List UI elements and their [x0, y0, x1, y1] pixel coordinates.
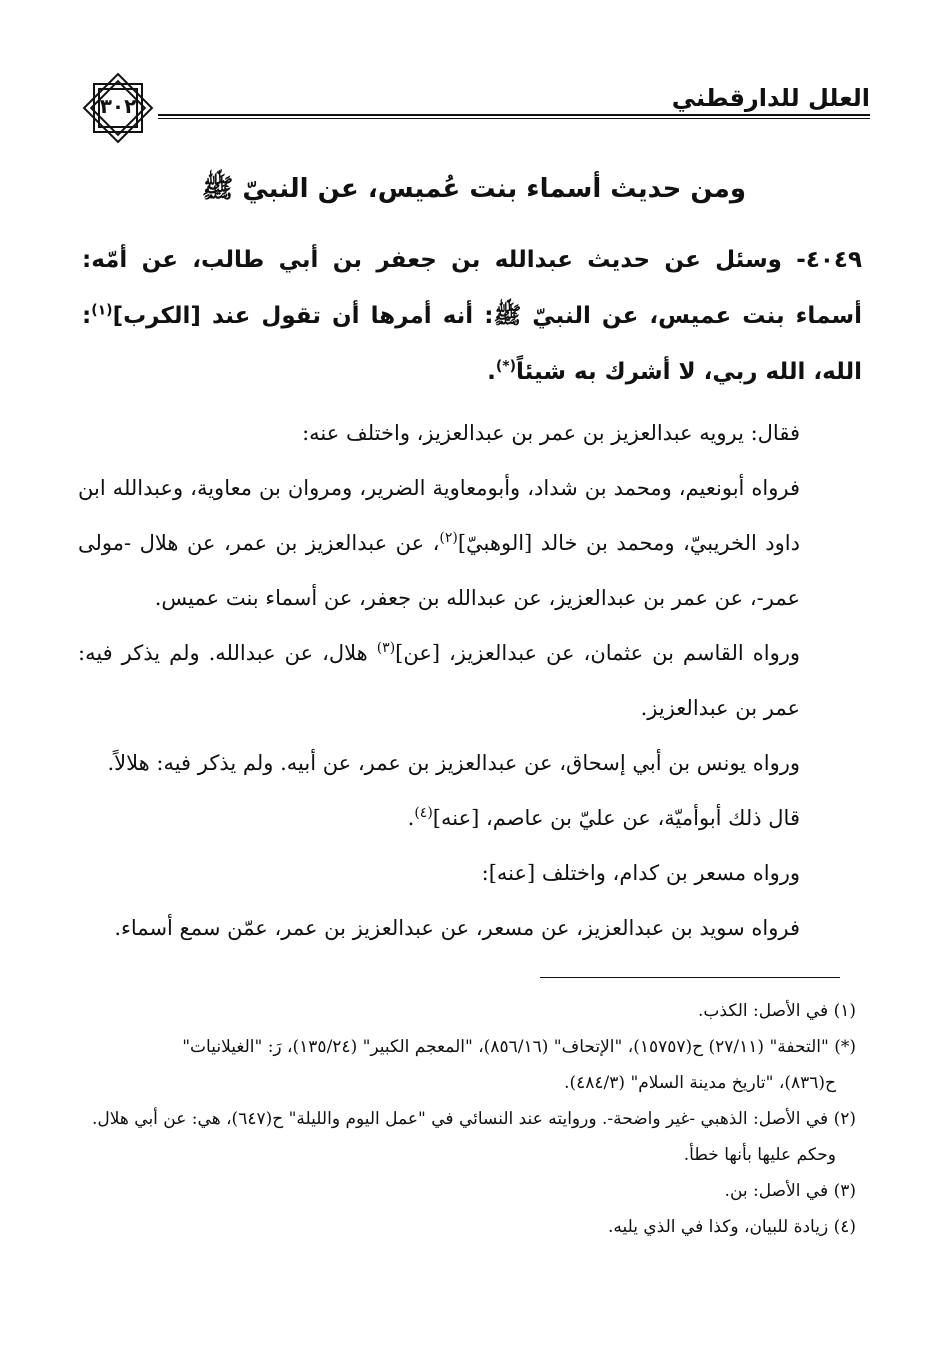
running-title: العلل للدارقطني [671, 84, 870, 112]
paragraph-6: ورواه مسعر بن كدام، واختلف [عنه]: [481, 861, 800, 885]
paragraph-3 [78, 626, 868, 736]
footnote-3: (٣) في الأصل: بن. [724, 1181, 856, 1201]
header-rule [158, 114, 870, 119]
footnote-1: (١) في الأصل: الكذب. [698, 1001, 856, 1021]
paragraph-3-text-b: هلال، عن عبدالله. ولم يذكر فيه: عمر بن عبدالعزيز. [78, 641, 800, 720]
paragraph-2-text-b: ، عن عبدالعزيز بن عمر، عن هلال -مولى عمر-، عن عمر بن عبدالعزيز، عن عبدالله بن جعفر، عن أسماء بنت عميس. [78, 531, 800, 610]
page-header [78, 70, 870, 140]
footnote-ref-3: (٣) [376, 640, 396, 656]
body-text [78, 406, 868, 956]
paragraph-3-text-a: ورواه القاسم بن عثمان، عن عبدالعزيز، [عن] [395, 641, 800, 665]
footnote-ref-1: (١) [91, 302, 113, 319]
section-title: ومن حديث أسماء بنت عُميس، عن النبيّ ﷺ [201, 174, 747, 204]
paragraph-5 [78, 791, 868, 846]
entry-text-1: ٤٠٤٩- وسئل عن حديث عبدالله بن جعفر بن أبي طالب، عن أمّه: أسماء بنت عميس، عن النبيّ ﷺ: أنه أمرها أن تقول عند [الكرب] [82, 247, 862, 329]
page-number: ٣٠٢ [99, 94, 137, 118]
paragraph-7: فرواه سويد بن عبدالعزيز، عن مسعر، عن عبدالعزيز بن عمر، عمّن سمع أسماء. [114, 916, 800, 940]
entry-text-2: : الله، الله ربي، لا أشرك به شيئاً [82, 303, 862, 385]
footnote-separator [540, 977, 840, 978]
footnotes [66, 995, 856, 1247]
footnote-ref-4: (٤) [414, 805, 433, 821]
paragraph-2 [78, 461, 868, 626]
footnote-ref-2: (٢) [439, 530, 458, 546]
paragraph-5-text-a: قال ذلك أبوأميّة، عن عليّ بن عاصم، [عنه] [432, 806, 800, 830]
entry-text-3: . [487, 359, 496, 385]
hadith-entry [82, 232, 862, 400]
footnote-star: (*) "التحفة" (٢٧/١١) ح(١٥٧٥٧)، "الإتحاف" (٨٥٦/١٦)، "المعجم الكبير" (١٣٥/٢٤)، رَ: "الغيلانيات" [182, 1037, 856, 1057]
paragraph-1: فقال: يرويه عبدالعزيز بن عمر بن عبدالعزيز، واختلف عنه: [302, 421, 800, 445]
footnote-star-continued: ح(٨٣٦)، "تاريخ مدينة السلام" (٤٨٤/٣). [564, 1073, 836, 1093]
paragraph-4: ورواه يونس بن أبي إسحاق، عن عبدالعزيز بن عمر، عن أبيه. ولم يذكر فيه: هلالاً. [107, 751, 800, 775]
footnote-4: (٤) زيادة للبيان، وكذا في الذي يليه. [607, 1217, 856, 1237]
paragraph-5-text-b: . [407, 806, 415, 830]
paragraph-2-text-a: فرواه أبونعيم، ومحمد بن شداد، وأبومعاوية الضرير، ومروان بن معاوية، وعبدالله ابن داود الخريبيّ، ومحمد بن خالد [الوهبيّ] [78, 476, 800, 555]
page-number-badge [78, 70, 158, 146]
footnote-2: (٢) في الأصل: الذهبي -غير واضحة-. وروايته عند النسائي في "عمل اليوم والليلة" ح(٦٤٧)، هي: عن أبي هلال. [92, 1109, 856, 1129]
footnote-2-continued: وحكم عليها بأنها خطأ. [683, 1145, 836, 1165]
footnote-ref-star: (*) [495, 358, 516, 375]
